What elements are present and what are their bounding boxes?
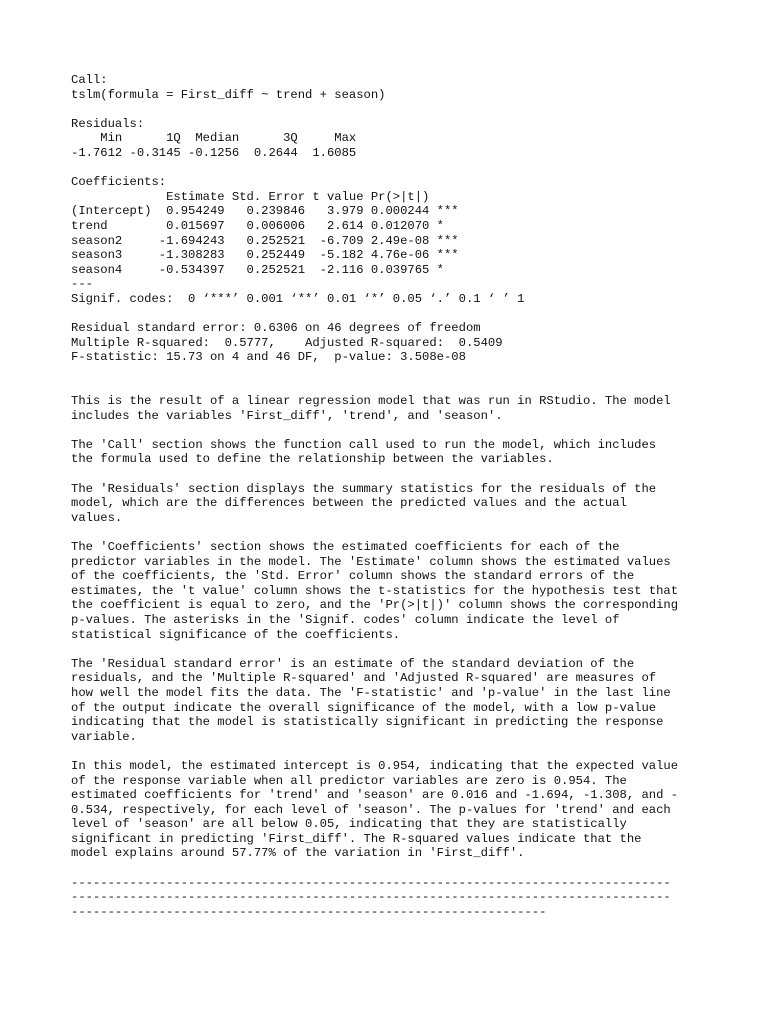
coefficient-row: (Intercept) 0.954249 0.239846 3.979 0.000244 ***	[71, 204, 459, 219]
explanation-paragraph: The 'Residuals' section displays the summary statistics for the residuals of the model, which are the differences between the predicted values and the actual values.	[71, 481, 657, 525]
call-formula: tslm(formula = First_diff ~ trend + season)	[71, 87, 386, 102]
explanation-paragraph: The 'Residual standard error' is an estimate of the standard deviation of the residuals, and the 'Multiple R-squared' and 'Adjusted R-squared' are measures of how well the model fits the data. The 'F-statistic' and 'p-value' in the last line of the output indicate the overall significance of the model, with a low p-value indicating that the model is statistically significant in predicting the response variable.	[71, 656, 671, 744]
explanation-text	[71, 394, 711, 861]
spacer	[71, 642, 711, 657]
separator: ---	[71, 277, 93, 292]
residuals-columns: Min 1Q Median 3Q Max	[71, 131, 364, 146]
coefficient-row: season4 -0.534397 0.252521 -2.116 0.039765 *	[71, 262, 459, 277]
f-statistic: F-statistic: 15.73 on 4 and 46 DF, p-value: 3.508e-08	[71, 350, 466, 365]
spacer	[71, 467, 711, 482]
spacer	[71, 161, 711, 176]
call-header: Call:	[71, 73, 108, 87]
explanation-paragraph: This is the result of a linear regression model that was run in RStudio. The model includes the variables 'First_diff', 'trend', and 'season'.	[71, 394, 671, 423]
spacer	[71, 861, 711, 876]
document-page	[71, 73, 711, 919]
spacer	[71, 525, 711, 540]
residual-standard-error: Residual standard error: 0.6306 on 46 degrees of freedom	[71, 321, 481, 336]
coefficient-row: season2 -1.694243 0.252521 -6.709 2.49e-08 ***	[71, 233, 459, 248]
r-squared: Multiple R-squared: 0.5777, Adjusted R-squared: 0.5409	[71, 335, 510, 350]
explanation-paragraph: The 'Coefficients' section shows the estimated coefficients for each of the predictor variables in the model. The 'Estimate' column shows the estimated values of the coefficients, the 'Std. Error' column shows the standard errors of the estimates, the 't value' column shows the t-statistics for the hypothesis test that the coefficient is equal to zero, and the 'Pr(>|t|)' column shows the corresponding p-values. The asterisks in the 'Signif. codes' column indicate the level of statistical significance of the coefficients.	[71, 540, 679, 642]
residuals-header: Residuals:	[71, 116, 145, 131]
coefficients-columns: Estimate Std. Error t value Pr(>|t|)	[71, 189, 459, 204]
r-output	[71, 73, 711, 365]
explanation-paragraph: In this model, the estimated intercept is 0.954, indicating that the expected value of the response variable when all predictor variables are zero is 0.954. The estimated coefficients for 'trend' and 'season' are 0.016 and -1.694, -1.308, and - 0.534, respectively, for each level of 'season'. The p-values for 'trend' and each level of 'season' are all below 0.05, indicating that they are statistically significant in predicting 'First_diff'. The R-squared values indicate that the model explains around 57.77% of the variation in 'First_diff'.	[71, 758, 679, 861]
spacer	[71, 423, 711, 438]
divider-line: ----------------------------------------------------------------------------------	[71, 875, 671, 890]
dashed-divider	[71, 876, 711, 920]
coefficients-header: Coefficients:	[71, 175, 167, 190]
spacer	[71, 102, 711, 117]
spacer	[71, 744, 711, 759]
signif-codes: Signif. codes: 0 ‘***’ 0.001 ‘**’ 0.01 ‘*’ 0.05 ‘.’ 0.1 ‘ ’ 1	[71, 291, 525, 306]
residuals-values: -1.7612 -0.3145 -0.1256 0.2644 1.6085	[71, 145, 364, 160]
coefficient-row: season3 -1.308283 0.252449 -5.182 4.76e-06 ***	[71, 248, 459, 263]
explanation-paragraph: The 'Call' section shows the function call used to run the model, which includes the formula used to define the relationship between the variables.	[71, 437, 657, 467]
divider-line: ----------------------------------------------------------------------------------	[71, 890, 671, 905]
divider-line: -----------------------------------------------------------------	[71, 904, 547, 919]
spacer	[71, 365, 711, 394]
coefficient-row: trend 0.015697 0.006006 2.614 0.012070 *	[71, 218, 459, 233]
spacer	[71, 307, 711, 322]
